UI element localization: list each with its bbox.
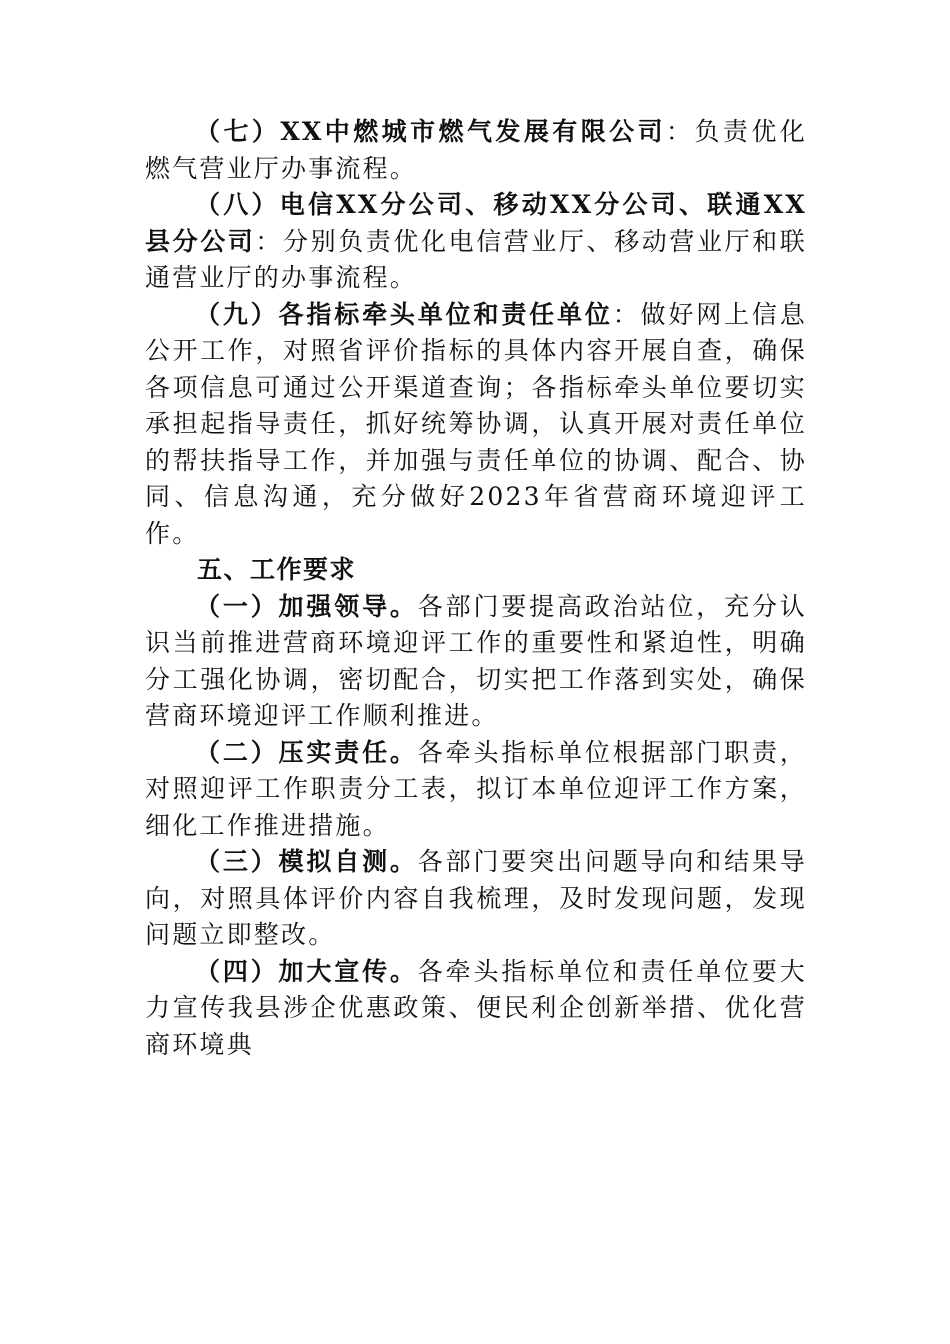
paragraph-lead: （一）加强领导。 bbox=[195, 591, 418, 621]
paragraph-lead: （八）电信XX分公司、移动XX分公司、联通XX县分公司 bbox=[145, 190, 807, 256]
paragraph-text: ：分别负责优化电信营业厅、移动营业厅和联通营业厅的办事流程。 bbox=[145, 226, 807, 292]
paragraph-requirement-3 bbox=[145, 844, 807, 954]
paragraph-requirement-1 bbox=[145, 589, 807, 735]
paragraph-item-9 bbox=[145, 297, 807, 553]
paragraph-lead: （二）压实责任。 bbox=[195, 737, 418, 767]
paragraph-lead: （七）XX中燃城市燃气发展有限公司 bbox=[195, 117, 667, 146]
paragraph-requirement-2 bbox=[145, 735, 807, 845]
paragraph-lead: （四）加大宣传。 bbox=[195, 956, 418, 986]
paragraph-text: ：负责优化燃气营业厅办事流程。 bbox=[145, 117, 807, 183]
paragraph-lead: （九）各指标牵头单位和责任单位 bbox=[195, 299, 613, 329]
section-heading: 五、工作要求 bbox=[197, 555, 357, 584]
paragraph-text: 各牵头指标单位和责任单位要大力宣传我县涉企优惠政策、便民利企创新举措、优化营商环境典 bbox=[145, 956, 807, 1059]
paragraph-requirement-4 bbox=[145, 954, 807, 1064]
paragraph-lead: （三）模拟自测。 bbox=[195, 847, 418, 876]
paragraph-item-7 bbox=[145, 114, 807, 187]
paragraph-text: ：做好网上信息公开工作，对照省评价指标的具体内容开展自查，确保各项信息可通过公开渠道查询；各指标牵头单位要切实承担起指导责任，抓好统筹协调，认真开展对责任单位的帮扶指导工作，并加强与责任单位的协调、配合、协同、信息沟通，充分做好2023年省营商环境迎评工作。 bbox=[145, 299, 807, 548]
paragraph-text: 各牵头指标单位根据部门职责，对照迎评工作职责分工表，拟订本单位迎评工作方案，细化工作推进措施。 bbox=[145, 737, 807, 840]
paragraph-text: 各部门要突出问题导向和结果导向，对照具体评价内容自我梳理，及时发现问题，发现问题立即整改。 bbox=[145, 847, 807, 949]
document-body bbox=[145, 114, 807, 1063]
paragraph-text: 各部门要提高政治站位，充分认识当前推进营商环境迎评工作的重要性和紧迫性，明确分工强化协调，密切配合，切实把工作落到实处，确保营商环境迎评工作顺利推进。 bbox=[145, 591, 807, 730]
paragraph-item-8 bbox=[145, 187, 807, 297]
